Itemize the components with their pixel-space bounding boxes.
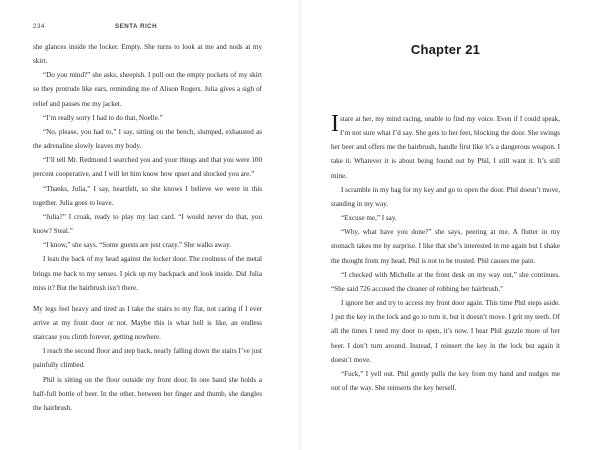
paragraph: “Thanks, Julia,” I say, heartfelt, so she knows I believe we were in this together. Julia goes to leave. [33,184,262,207]
paragraph: “No, please, you had to,” I say, sitting on the bench, slumped, exhausted as the adrenaline slowly leaves my body. [33,127,262,151]
paragraph: I lean the back of my head against the locker door. The coolness of the metal brings me back to my senses. I pick up my backpack and look inside. Did Julia miss it? But the hairbrush isn’t there. [33,255,262,292]
paragraph: I ignore her and try to access my front door again. This time Phil steps aside. I put the key in the lock and go to turn it, but it doesn’t move. I grit my teeth. Of all the times I need my door to open, it’s now. I hear Phil guzzle more of her beer. I don’t turn around. Instead, I reinsert the key in the lock but again it doesn’t move. [331,299,560,364]
paragraph: she glances inside the locker. Empty. She turns to look at me and nods at my skirt. [33,43,262,66]
paragraph: “Excuse me,” I say. [341,214,397,223]
paragraph: Phil is sitting on the floor outside my front door. In one hand she holds a half-full bottle of beer. In the other, between her finger and thumb, she dangles the hairbrush. [33,375,262,412]
paragraph: I scramble in my bag for my key and go to open the door. Phil doesn’t move, standing in my way. [331,185,560,208]
chapter-title: Chapter 21 [410,42,481,57]
paragraph: I reach the second floor and step back, nearly falling down the stairs I’ve just painfully climbed. [33,347,262,370]
right-body-text [331,112,560,395]
drop-cap: I [331,111,339,137]
paragraph: “I’ll tell Mr. Redmond I searched you and your things and that you were 100 percent cooperative, and I will let him know how upset and shocked you are.” [33,156,262,179]
running-head: SENTA RICH [115,23,158,30]
opening-paragraph-text: stare at her, my mind racing, unable to find my voice. Even if I could speak, I’m not sure what I’d say. She gets to her feet, blocking the door. She swings her beer and offers me the hairbrush, handle first like it’s a dangerous weapon. I take it. Whatever it is about being found out by Phil, I still want it. It’s still mine. [331,115,560,180]
left-body-text [33,40,262,415]
paragraph: “I checked with Michelle at the front desk on my way out,” she continues. “She said 726 accused the cleaner of robbing her hairbrush.” [331,270,560,293]
paragraph: “Fuck,” I yell out. Phil gently pulls the key from my hand and nudges me out of the way. She reinserts the key herself. [331,369,560,392]
opening-paragraph [331,112,560,183]
page-header [33,23,263,33]
paragraph: “I know,” she says. “Some guests are just crazy.” She walks away. [43,241,231,250]
paragraph: My legs feel heavy and tired as I take the stairs to my flat, not caring if I ever arrive at my front door or not. Maybe this is what hell is like, an endless staircase you climb forever, getting nowhere. [33,304,262,342]
page-number: 234 [33,23,45,30]
paragraph: “I’m really sorry I had to do that, Noelle.” [43,113,163,122]
paragraph: “Do you mind?” she asks, sheepish. I pull out the empty pockets of my skirt so they protrude like ears, reminding me of Alison Rogers. Julia gives a sigh of relief and passes me my jacket. [33,71,262,108]
paragraph: “Why, what have you done?” she says, peering at me. A flutter in my stomach takes me by surprise. I like that she’s interested in me again but I shake the thought from my head. Phil is not to be trusted. Phil causes me pain. [331,228,560,265]
paragraph: “Julia?” I croak, ready to play my last card. “I would never do that, you know? Steal.” [33,212,262,236]
